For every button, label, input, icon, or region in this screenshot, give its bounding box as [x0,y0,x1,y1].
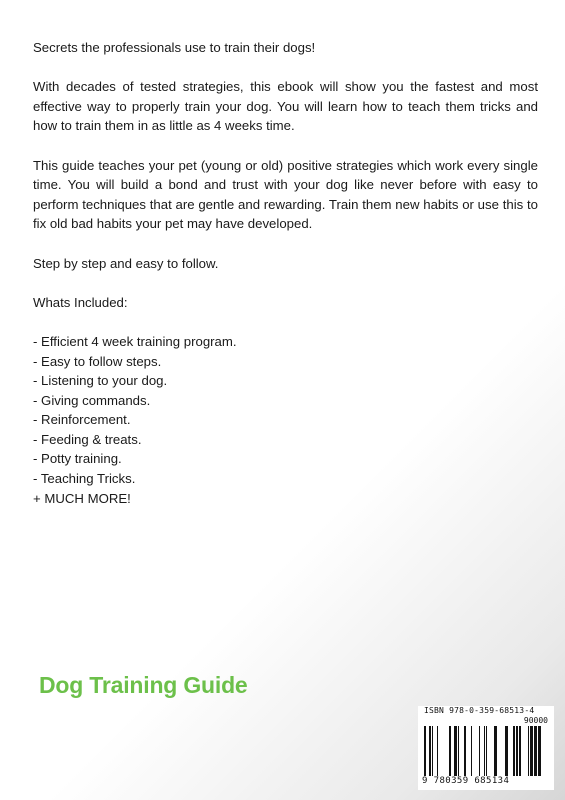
barcode-bar [454,726,457,776]
barcode-bar [519,726,521,776]
description-block [33,38,538,508]
barcode-bar [516,726,518,776]
barcode-bar [505,726,508,776]
isbn-number: ISBN 978-0-359-68513-4 [424,706,535,715]
list-item: - Efficient 4 week training program. [33,333,237,349]
step-line: Step by step and easy to follow. [33,255,219,271]
barcode-bar [437,726,438,776]
list-item: - Listening to your dog. [33,373,168,389]
tagline: Secrets the professionals use to train their dogs! [33,40,316,55]
barcode-bar [479,726,480,776]
list-item: - Giving commands. [33,392,151,408]
barcode-bar [513,726,515,776]
barcode-bar [464,726,466,776]
barcode-bar [538,726,541,776]
price-code: 90000 [523,716,548,725]
description-paragraph-1: With decades of tested strategies, this ebook will show you the fastest and most effective way to properly train your dog. You will learn how to teach them tricks and how to train them in as little as 4 weeks time. [33,79,538,134]
included-list [33,332,538,508]
barcode-bar [484,726,485,776]
barcode-bar [528,726,529,776]
list-item: + MUCH MORE! [33,490,131,506]
barcode-bar [449,726,451,776]
barcode-bar [424,726,426,776]
barcode-bar [534,726,537,776]
isbn-barcode [418,706,554,790]
ean-digits: 9 780359 685134 [422,776,510,786]
list-item: - Easy to follow steps. [33,353,162,369]
barcode-bar [429,726,431,776]
barcode-bar [458,726,459,776]
list-item: - Teaching Tricks. [33,471,136,487]
barcode-bar [432,726,433,776]
list-item: - Reinforcement. [33,412,131,428]
series-title: Dog Training Guide [39,672,248,698]
barcode-bar [486,726,487,776]
barcode-bars [422,726,550,776]
list-item: - Potty training. [33,451,122,467]
barcode-bar [494,726,497,776]
barcode-bar [471,726,472,776]
included-heading: Whats Included: [33,294,128,310]
description-paragraph-2: This guide teaches your pet (young or old) positive strategies which work every single time. You will build a bond and trust with your dog like never before with easy to perform techniques that are gentle and rewarding. Train them new habits or use this to fix old bad habits your pet may have developed. [33,157,538,232]
barcode-bar [530,726,533,776]
list-item: - Feeding & treats. [33,431,142,447]
